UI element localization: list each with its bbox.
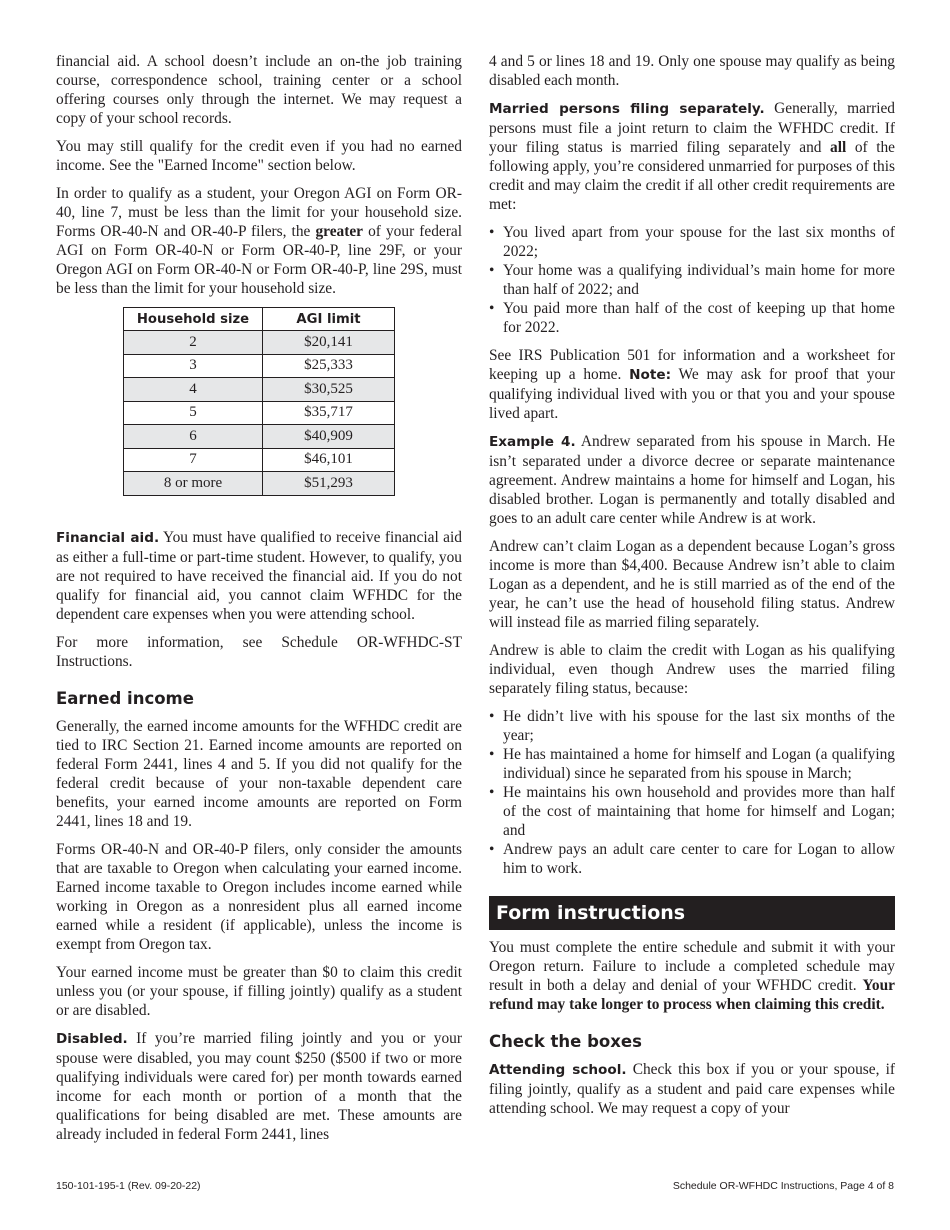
agi-paragraph: In order to qualify as a student, your Oregon AGI on Form OR-40, line 7, must be less than the limit for your household size. Forms OR-40-N and OR-40-P filers, the greater of your federal AGI on Form OR-40-N or Form OR-40-P, line 29F, or your Oregon AGI on Form OR-40-N or Form OR-40-P, line 29S, must be less than the limit for your household size.: [56, 185, 462, 297]
earned-income-paragraph-2: Forms OR-40-N and OR-40-P filers, only consider the amounts that are taxable to Oregon when calculating your earned income. Earned income taxable to Oregon includes income earned while working in Oregon as a nonresident plus all earned income earned while a resident (if applicable), unless the income is exempt from Oregon tax.: [56, 840, 462, 953]
requirements-list: [489, 223, 895, 337]
list-item: • He has maintained a home for himself and Logan (a qualifying individual) since he separated from his spouse in March;: [489, 746, 895, 782]
table-row: 2 $20,141: [124, 331, 395, 355]
list-item: • You lived apart from your spouse for the last six months of 2022;: [489, 224, 895, 260]
andrew-paragraph-1: Andrew can’t claim Logan as a dependent because Logan’s gross income is more than $4,400. Because Andrew isn’t able to claim Logan as a dependent, and he is still married as of the end of the year, he can’t use the head of household filing status. Andrew will instead file as married filing separately.: [489, 538, 895, 631]
page-label: Schedule OR-WFHDC Instructions, Page 4 of 8: [672, 1180, 894, 1192]
table-row: 4 $30,525: [124, 378, 395, 402]
agi-limit-header: AGI limit: [263, 308, 395, 331]
form-instructions-paragraph: You must complete the entire schedule and submit it with your Oregon return. Failure to include a completed schedule may result in both a delay and denial of your WFHDC credit. Your refund may take longer to process when claiming this credit.: [489, 939, 895, 1013]
earned-income-paragraph-1: Generally, the earned income amounts for the WFHDC credit are tied to IRC Section 21. Earned income amounts are reported on federal Form 2441, lines 4 and 5. If you did not qualify for the federal credit because of your non-taxable dependent care benefits, your earned income amounts are reported on Form 2441, lines 18 and 19.: [56, 717, 462, 830]
table-row: 5 $35,717: [124, 401, 395, 425]
left-column: [56, 52, 462, 1153]
list-item: • He didn’t live with his spouse for the last six months of the year;: [489, 708, 895, 744]
agi-limit-table: [123, 307, 395, 496]
andrew-reasons-list: [489, 707, 895, 878]
right-column: [489, 52, 895, 1127]
no-earned-income-paragraph: You may still qualify for the credit even if you had no earned income. See the "Earned Income" section below.: [56, 138, 462, 174]
form-instructions-banner: Form instructions: [489, 896, 895, 930]
table-row: 6 $40,909: [124, 425, 395, 449]
household-size-header: Household size: [124, 308, 263, 331]
form-number: 150-101-195-1 (Rev. 09-20-22): [56, 1180, 201, 1192]
married-filing-separately-paragraph: Married persons filing separately. Generally, married persons must file a joint return to claim the WFHDC credit. If your filing status is married filing separately and all of the following apply, you’re considered unmarried for purposes of this credit and may claim the credit if all other credit requirements are met:: [489, 100, 895, 213]
earned-income-heading: Earned income: [56, 688, 194, 708]
financial-aid-paragraph: Financial aid. You must have qualified to receive financial aid as either a full-time or part-time student. However, to qualify, you are not required to have received the financial aid. If you do not qualify for financial aid, you cannot claim WFHDC for the dependent care expenses when you were attending school.: [56, 528, 462, 623]
disabled-continued-paragraph: 4 and 5 or lines 18 and 19. Only one spouse may qualify as being disabled each month.: [489, 53, 895, 89]
table-row: 3 $25,333: [124, 354, 395, 378]
list-item: • He maintains his own household and provides more than half of the cost of maintaining that home for himself and Logan; and: [489, 784, 895, 839]
earned-income-paragraph-3: Your earned income must be greater than $0 to claim this credit unless you (or your spouse, if filling jointly) qualify as a student or are disabled.: [56, 963, 462, 1019]
example-4-paragraph: Example 4. Andrew separated from his spouse in March. He isn’t separated under a divorce decree or separate maintenance agreement. Andrew maintains a home for himself and Logan, his disabled brother. Logan is permanently and totally disabled and goes to an adult care center while Andrew is at work.: [489, 433, 895, 527]
andrew-paragraph-2: Andrew is able to claim the credit with Logan as his qualifying individual, even though Andrew uses the married filing separately filing status, because:: [489, 642, 895, 697]
school-paragraph: financial aid. A school doesn’t include an on-the job training course, correspondence school, training center or a school offering courses only through the internet. We may request a copy of your school records.: [56, 53, 462, 127]
list-item: • Your home was a qualifying individual’s main home for more than half of 2022; and: [489, 262, 895, 298]
list-item: • Andrew pays an adult care center to care for Logan to allow him to work.: [489, 841, 895, 877]
publication-paragraph: See IRS Publication 501 for information and a worksheet for keeping up a home. Note: We may ask for proof that your qualifying individual lived with you or that you and your spouse lived apart.: [489, 347, 895, 422]
more-info-paragraph: For more information, see Schedule OR-WFHDC-ST Instructions.: [56, 633, 462, 670]
table-header-row: [124, 308, 395, 331]
attending-school-paragraph: Attending school. Check this box if you or your spouse, if filing jointly, qualify as a student and paid care expenses while attending school. We may request a copy of your: [489, 1061, 895, 1117]
disabled-paragraph: Disabled. If you’re married filing jointly and you or your spouse were disabled, you may count $250 ($500 if two or more qualifying individuals were cared for) per month towards earned income for each month or portion of a month that the qualifications for being disabled are met. These amounts are already included in federal Form 2441, lines: [56, 1029, 462, 1143]
check-the-boxes-heading: Check the boxes: [489, 1032, 642, 1051]
list-item: • You paid more than half of the cost of keeping up that home for 2022.: [489, 300, 895, 336]
table-row: 7 $46,101: [124, 448, 395, 472]
table-row: 8 or more $51,293: [124, 472, 395, 496]
